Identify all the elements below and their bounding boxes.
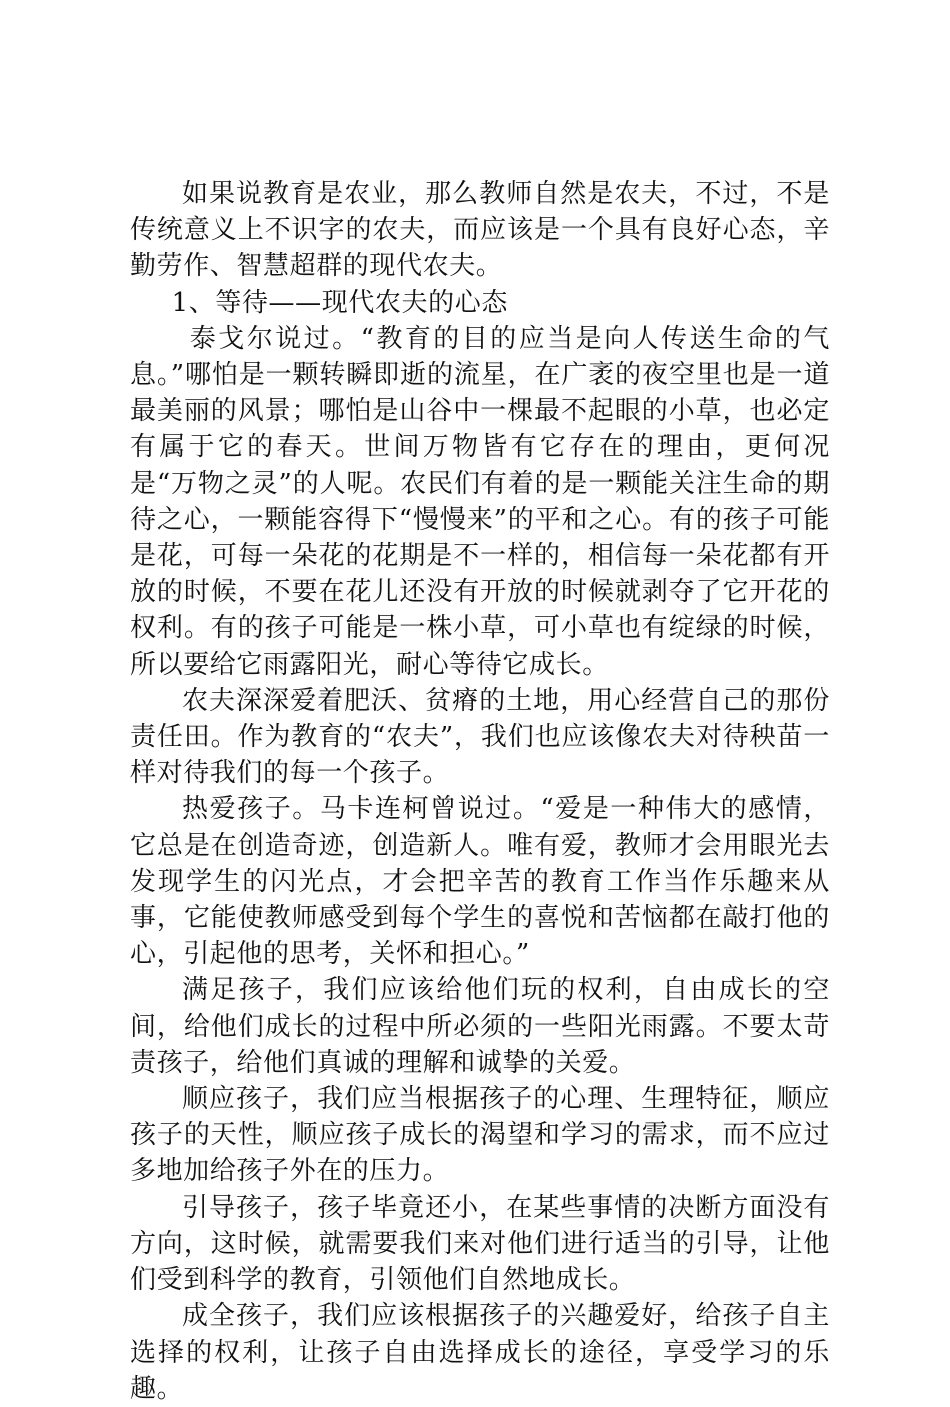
paragraph-intro: 如果说教育是农业，那么教师自然是农夫，不过，不是传统意义上不识字的农夫，而应该是一个具有良好心态，辛勤劳作、智慧超群的现代农夫。 <box>130 179 830 282</box>
paragraph-tagore: 泰戈尔说过。“教育的目的应当是向人传送生命的气息。”哪怕是一颗转瞬即逝的流星，在广袤的夜空里也是一道最美丽的风景；哪怕是山谷中一棵最不起眼的小草，也必定有属于它的春天。世间万物皆有它存在的理由，更何况是“万物之灵”的人呢。农民们有着的是一颗能关注生命的期待之心，一颗能容得下“慢慢来”的平和之心。有的孩子可能是花，可每一朵花的花期是不一样的，相信每一朵花都有开放的时候，不要在花儿还没有开放的时候就剥夺了它开花的权利。有的孩子可能是一株小草，可小草也有绽绿的时候，所以要给它雨露阳光，耐心等待它成长。 <box>130 323 830 680</box>
paragraph-fulfill: 成全孩子，我们应该根据孩子的兴趣爱好，给孩子自主选择的权利，让孩子自由选择成长的途径，享受学习的乐趣。 <box>130 1301 830 1404</box>
paragraph-adapt: 顺应孩子，我们应当根据孩子的心理、生理特征，顺应孩子的天性，顺应孩子成长的渴望和学习的需求，而不应过多地加给孩子外在的压力。 <box>130 1084 830 1187</box>
paragraph-guide: 引导孩子，孩子毕竟还小，在某些事情的决断方面没有方向，这时候，就需要我们来对他们进行适当的引导，让他们受到科学的教育，引领他们自然地成长。 <box>130 1192 830 1296</box>
paragraph-farmer: 农夫深深爱着肥沃、贫瘠的土地，用心经营自己的那份责任田。作为教育的“农夫”，我们也应该像农夫对待秧苗一样对待我们的每一个孩子。 <box>130 685 830 789</box>
paragraph-love: 热爱孩子。马卡连柯曾说过。“爱是一种伟大的感情，它总是在创造奇迹，创造新人。唯有爱，教师才会用眼光去发现学生的闪光点，才会把辛苦的教育工作当作乐趣来从事，它能使教师感受到每个学生的喜悦和苦恼都在敲打他的心，引起他的思考，关怀和担心。” <box>130 794 830 970</box>
paragraph-satisfy: 满足孩子，我们应该给他们玩的权利，自由成长的空间，给他们成长的过程中所必须的一些阳光雨露。不要太苛责孩子，给他们真诚的理解和诚挚的关爱。 <box>130 975 830 1078</box>
document-body <box>130 176 830 1407</box>
section-heading: 1、等待——现代农夫的心态 <box>171 287 508 318</box>
